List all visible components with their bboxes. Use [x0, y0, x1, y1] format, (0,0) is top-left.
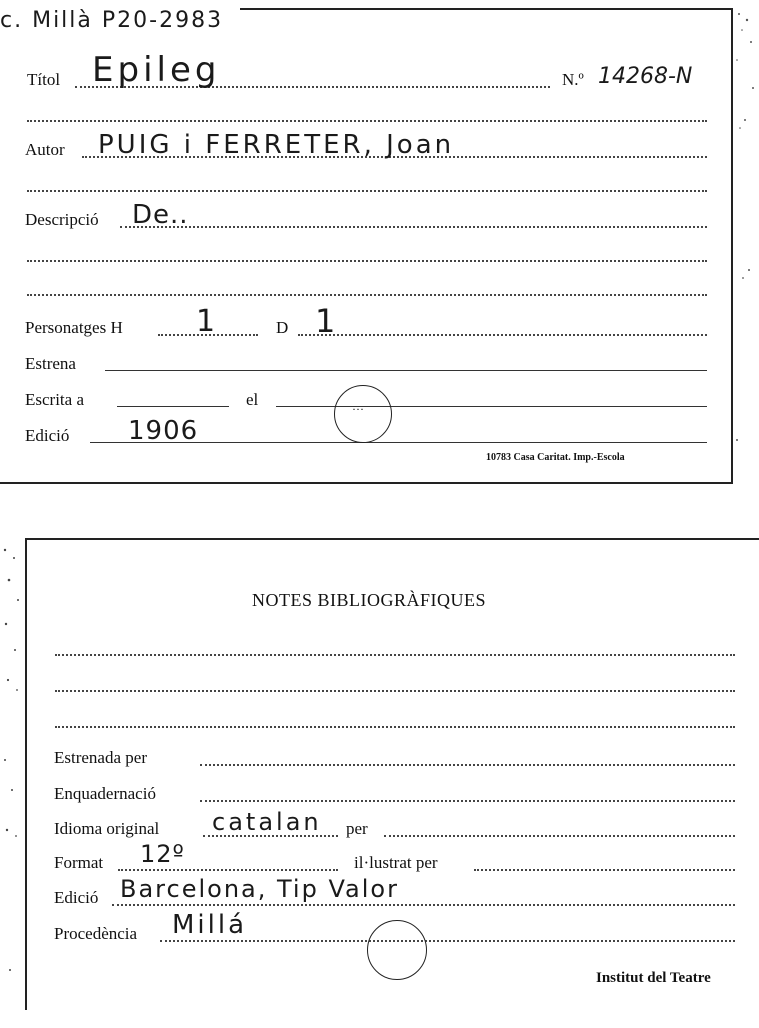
num-label: N.º: [562, 70, 584, 89]
personatges-d-value: 1: [315, 302, 337, 340]
stamp-dots: ···: [352, 402, 364, 416]
el-label: el: [246, 390, 259, 409]
titol-label: Títol: [27, 70, 61, 89]
illustrat-dots: [474, 869, 735, 871]
procedencia-value: Millá: [172, 910, 248, 940]
idioma-per-dots: [384, 835, 735, 837]
personatges-label: Personatges H: [25, 318, 123, 337]
descripcio-dots-2: [27, 260, 707, 262]
idioma-value: catalan: [212, 808, 322, 836]
scan-noise-left: [0, 540, 25, 1000]
escrita-label: Escrita a: [25, 390, 84, 409]
descripcio-dots: [120, 226, 707, 228]
procedencia-dots: [160, 940, 735, 942]
format-dots: [118, 869, 338, 871]
institut-label: Institut del Teatre: [596, 970, 711, 986]
format-value: 12º: [140, 840, 185, 868]
edicio2-value: Barcelona, Tip Valor: [120, 875, 399, 903]
estrena-line: [105, 370, 707, 371]
notes-dots-1: [55, 654, 735, 656]
estrenada-label: Estrenada per: [54, 748, 147, 767]
illustrat-label: il·lustrat per: [354, 853, 438, 872]
escrita-line: [117, 406, 229, 407]
personatges-h-value: 1: [196, 304, 217, 339]
estrena-label: Estrena: [25, 354, 76, 373]
edicio2-dots: [112, 904, 735, 906]
notes-dots-2: [55, 690, 735, 692]
notes-dots-3: [55, 726, 735, 728]
titol-dots-2: [27, 120, 707, 122]
edicio-value: 1906: [128, 416, 199, 446]
titol-value: Epileg: [92, 50, 221, 90]
num-value: 14268-N: [598, 64, 693, 89]
enquadernacio-label: Enquadernació: [54, 784, 156, 803]
header-note: c. Millà P20-2983: [0, 8, 224, 33]
autor-dots-2: [27, 190, 707, 192]
scan-noise-right: [733, 0, 759, 480]
personatges-d-dots: [298, 334, 707, 336]
edicio2-label: Edició: [54, 888, 99, 907]
autor-label: Autor: [25, 140, 65, 159]
descripcio-dots-3: [27, 294, 707, 296]
estrenada-dots: [200, 764, 735, 766]
idioma-per-label: per: [346, 819, 368, 838]
format-label: Format: [54, 853, 104, 872]
enquadernacio-dots: [200, 800, 735, 802]
descripcio-label: Descripció: [25, 210, 99, 229]
autor-value: PUIG i FERRETER, Joan: [98, 130, 455, 160]
personatges-d-label: D: [276, 318, 289, 337]
notes-heading: NOTES BIBLIOGRÀFIQUES: [252, 590, 487, 610]
edicio-label: Edició: [25, 426, 70, 445]
descripcio-value: De..: [132, 200, 189, 230]
card-top-edge: [240, 8, 731, 10]
idioma-label: Idioma original: [54, 819, 160, 838]
stamp-circle-2: [367, 920, 427, 980]
printer-note: 10783 Casa Caritat. Imp.-Escola: [486, 452, 625, 463]
procedencia-label: Procedència: [54, 924, 138, 943]
